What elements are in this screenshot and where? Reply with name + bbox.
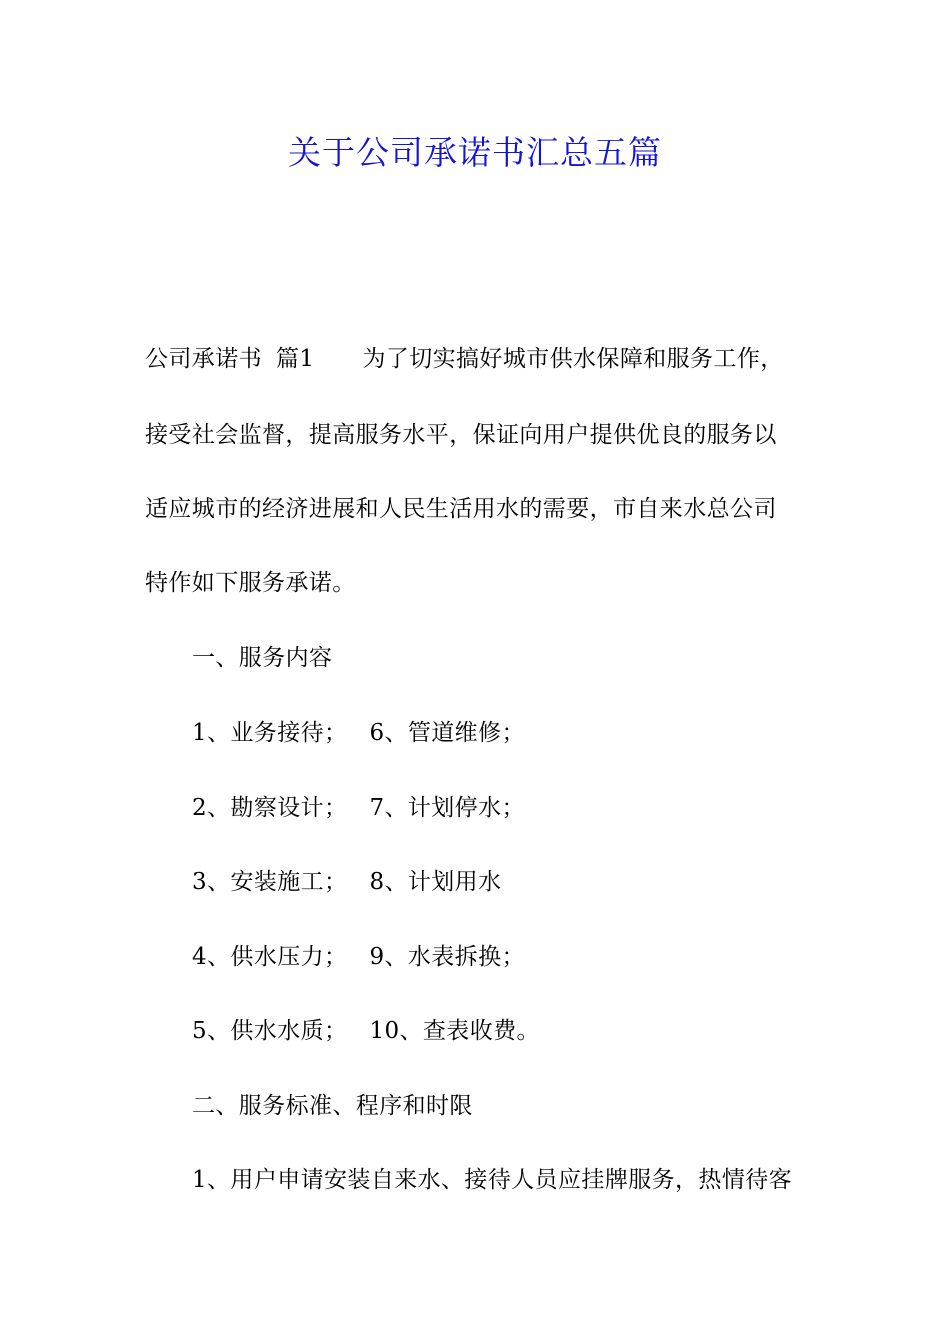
paragraph-text: 为了切实搞好城市供水保障和服务工作， <box>362 346 784 372</box>
paragraph-line-2: 接受社会监督，提高服务水平，保证向用户提供优良的服务以 <box>145 422 777 448</box>
document-title: 关于公司承诺书汇总五篇 <box>288 133 662 172</box>
service-item-row <box>192 940 525 974</box>
section-label: 公司承诺书 <box>145 346 262 372</box>
service-item: 1、业务接待； <box>192 720 348 746</box>
service-item-row <box>192 1014 540 1048</box>
service-item: 9、水表拆换； <box>369 944 525 970</box>
service-item: 7、计划停水； <box>369 795 525 821</box>
heading-service-content: 一、服务内容 <box>192 645 333 671</box>
service-item: 4、供水压力； <box>192 944 348 970</box>
service-item: 2、勘察设计； <box>192 795 348 821</box>
heading-service-standards: 二、服务标准、程序和时限 <box>192 1093 473 1119</box>
standard-item-1: 1、用户申请安装自来水、接待人员应挂牌服务，热情待客 <box>192 1167 793 1193</box>
service-item: 10、查表收费。 <box>369 1018 540 1044</box>
service-item: 8、计划用水 <box>369 869 502 895</box>
service-item: 3、安装施工； <box>192 869 348 895</box>
service-item-row <box>192 791 525 825</box>
paragraph-line-3: 适应城市的经济进展和人民生活用水的需要，市自来水总公司 <box>145 496 777 522</box>
service-item: 6、管道维修； <box>369 720 525 746</box>
section-number: 篇1 <box>276 346 315 372</box>
service-item: 5、供水水质； <box>192 1018 348 1044</box>
paragraph-line-1 <box>145 342 784 376</box>
service-item-row <box>192 865 501 899</box>
service-item-row <box>192 716 525 750</box>
paragraph-line-4: 特作如下服务承诺。 <box>145 570 356 596</box>
